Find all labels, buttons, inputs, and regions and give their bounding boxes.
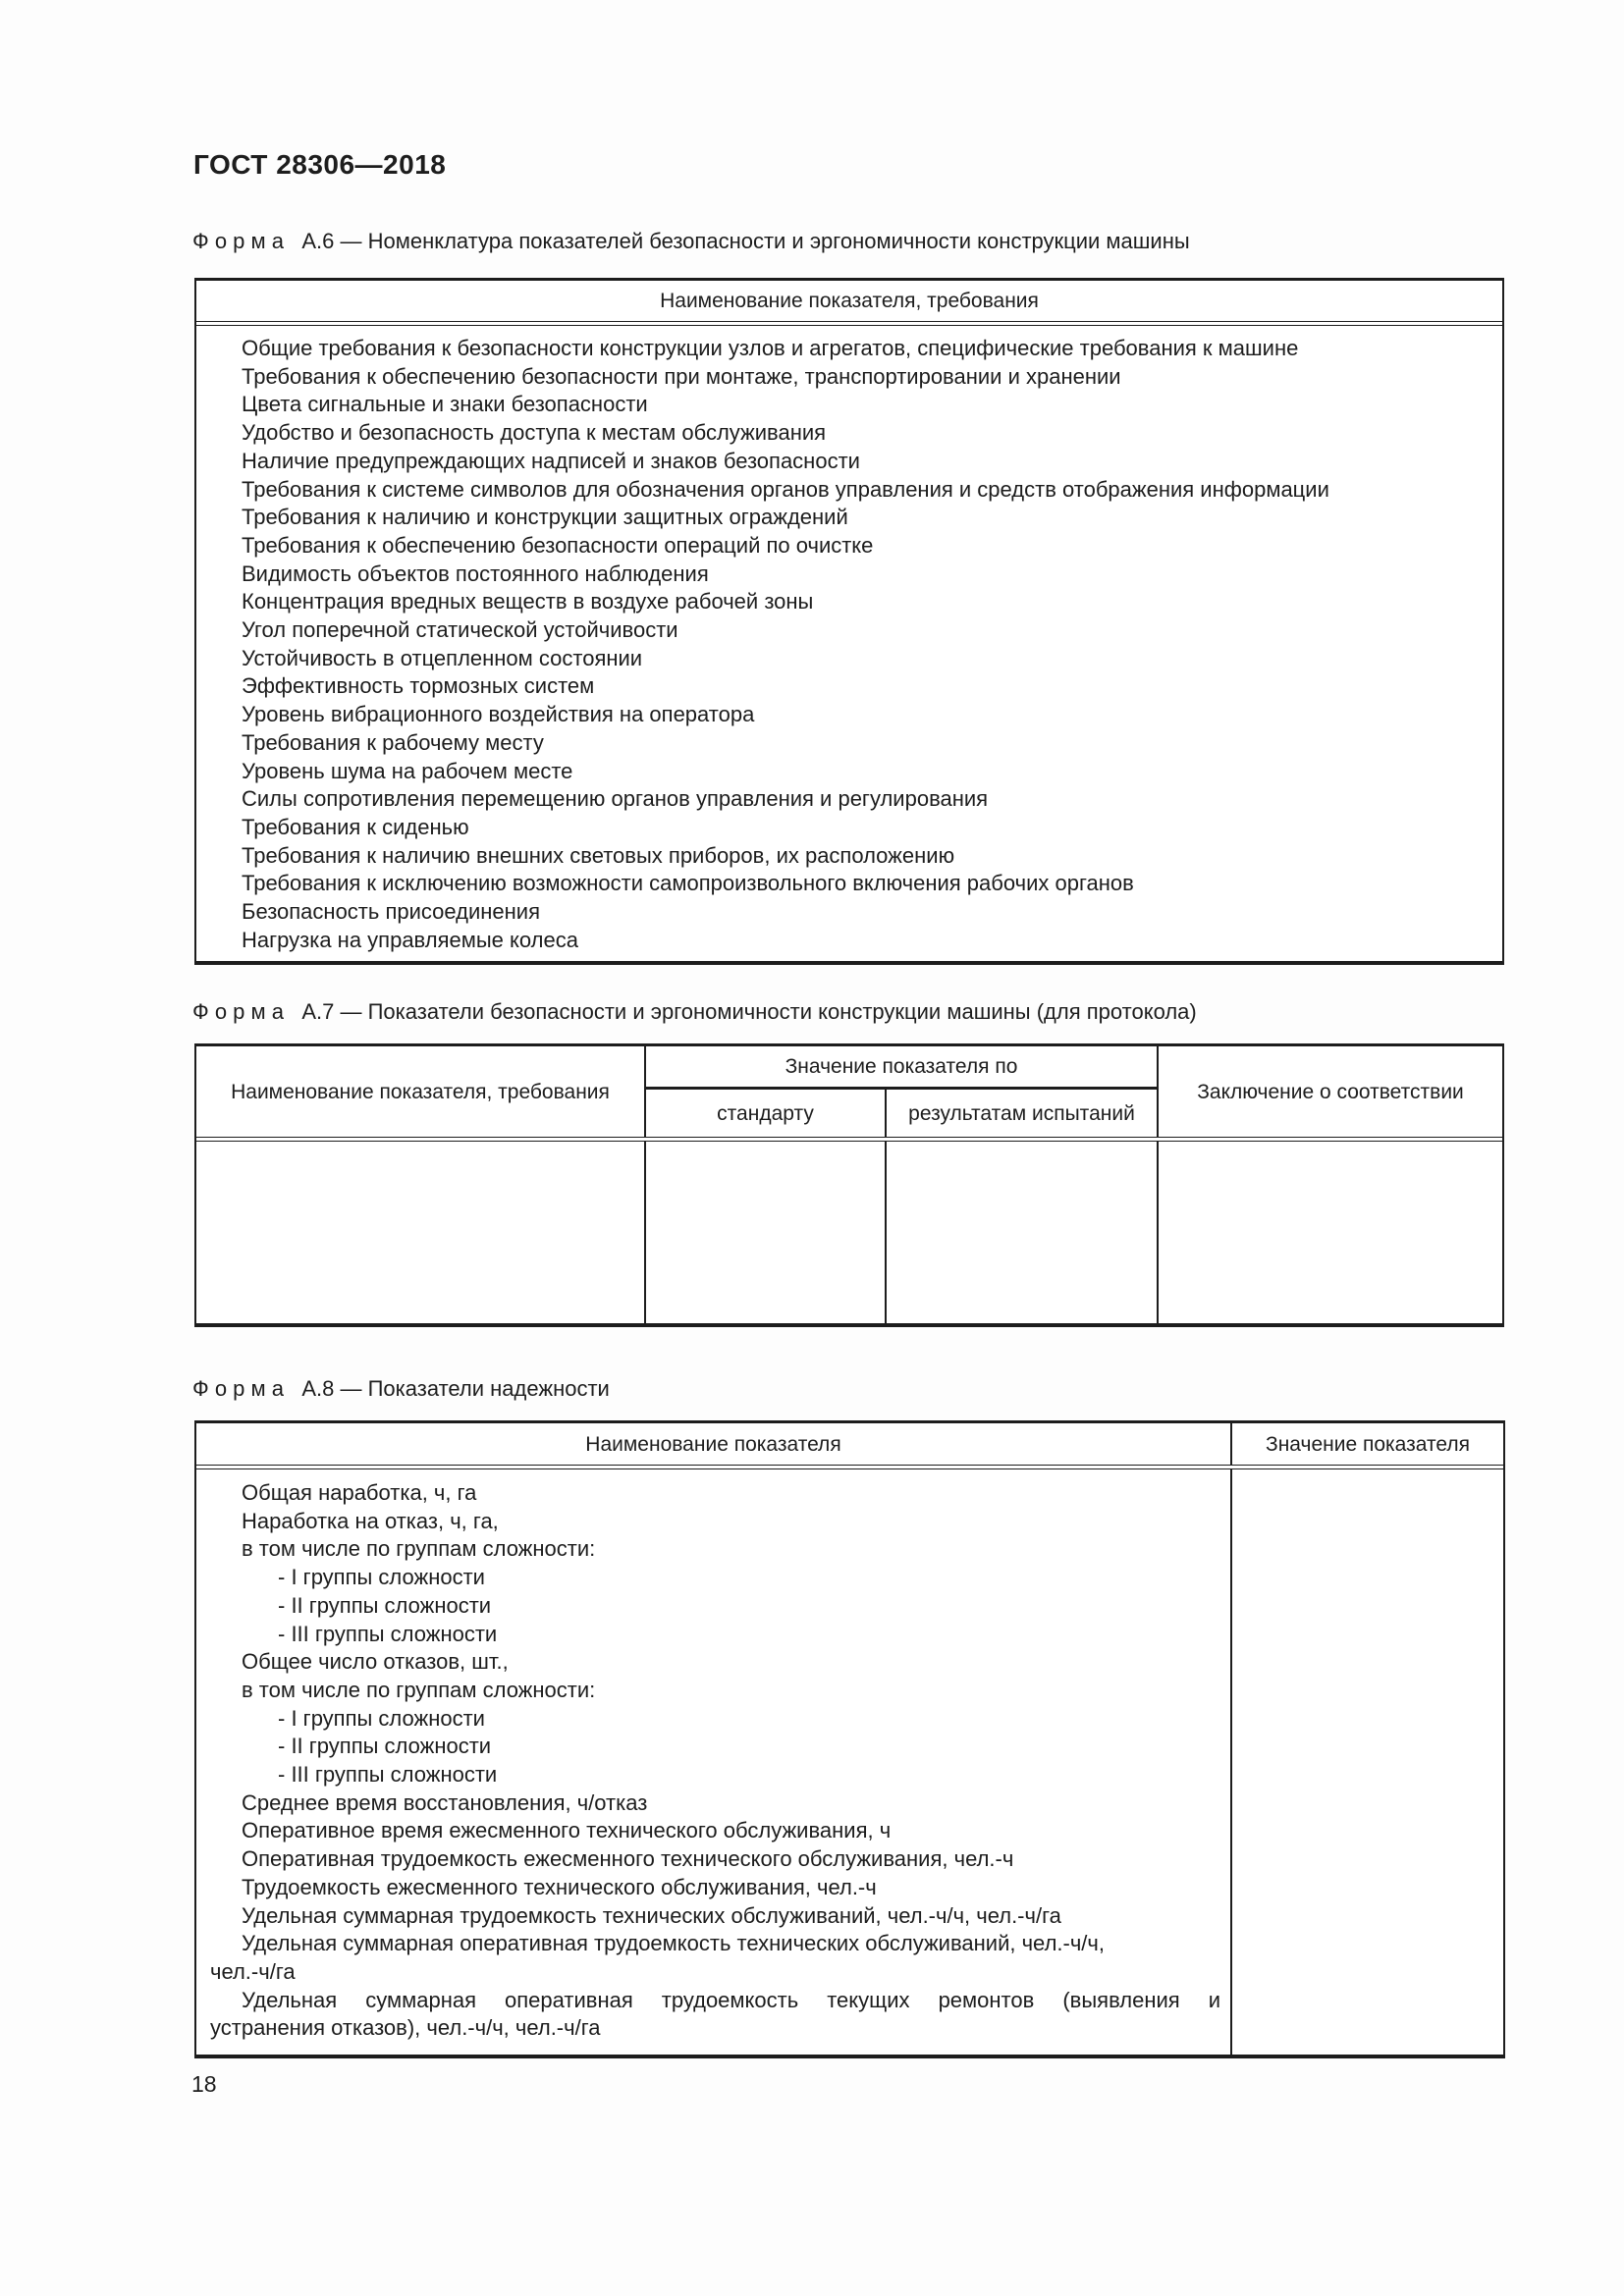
page-number: 18	[191, 2071, 217, 2097]
form-a8-value-column	[1232, 1469, 1503, 2055]
table-row: в том числе по группам сложности:	[242, 1536, 596, 1562]
table-row: Уровень вибрационного воздействия на оператора	[242, 702, 755, 727]
empty-cell	[1159, 1142, 1502, 1323]
form-a7-table	[194, 1043, 1504, 1327]
table-row: Оперативное время ежесменного технического обслуживания, ч	[242, 1818, 892, 1843]
table-row: - I группы сложности	[278, 1705, 485, 1731]
table-row: чел.-ч/га	[210, 1958, 296, 1984]
table-row: - III группы сложности	[278, 1762, 498, 1788]
table-row: устранения отказов), чел.-ч/ч, чел.-ч/га	[210, 2015, 601, 2041]
empty-cell	[646, 1142, 887, 1323]
form-a7-value-group-header: Значение показателя по	[646, 1046, 1157, 1090]
table-row: Видимость объектов постоянного наблюдения	[242, 561, 709, 586]
form-a7-col-conclusion-header: Заключение о соответствии	[1197, 1080, 1464, 1103]
empty-cell	[196, 1142, 646, 1323]
table-row: Удельная суммарная трудоемкость технических обслуживаний, чел.-ч/ч, чел.-ч/га	[242, 1902, 1061, 1928]
form-a7-subcol-tests: результатам испытаний	[908, 1101, 1135, 1125]
table-row: - II группы сложности	[278, 1592, 492, 1618]
form-a8-col-value-header: Значение показателя	[1266, 1432, 1470, 1456]
table-row: Наработка на отказ, ч, га,	[242, 1508, 499, 1533]
form-a6-title: Ф о р м а А.6 — Номенклатура показателей безопасности и эргономичности конструкции машины	[192, 229, 1190, 253]
empty-cell	[887, 1142, 1159, 1323]
form-a6-table	[194, 278, 1504, 965]
form-a7-title: Ф о р м а А.7 — Показатели безопасности и эргономичности конструкции машины (для протокола)	[192, 999, 1197, 1024]
form-a8-table-body	[196, 1469, 1503, 2055]
table-row: Требования к обеспечению безопасности при монтаже, транспортировании и хранении	[242, 363, 1121, 389]
table-row: Цвета сигнальные и знаки безопасности	[242, 392, 648, 417]
table-row: Требования к системе символов для обозначения органов управления и средств отображения информации	[242, 476, 1329, 502]
form-a6-table-body	[196, 326, 1502, 961]
table-row: Требования к наличию и конструкции защитных ограждений	[242, 505, 848, 530]
standard-code: ГОСТ 28306—2018	[193, 149, 447, 180]
table-row: Эффективность тормозных систем	[242, 673, 595, 699]
form-a7-subheaders	[646, 1090, 1157, 1137]
table-row: Удобство и безопасность доступа к местам обслуживания	[242, 420, 827, 446]
form-a8-name-column	[196, 1469, 1232, 2055]
table-row: Требования к наличию внешних световых приборов, их расположению	[242, 842, 955, 868]
form-a8-col-name-header: Наименование показателя	[196, 1423, 1232, 1465]
form-a8-table	[194, 1420, 1505, 2058]
table-row: Удельная суммарная оперативная трудоемкость текущих ремонтов (выявления и	[242, 1987, 1220, 2012]
table-row: Безопасность присоединения	[242, 899, 540, 925]
table-row: - I группы сложности	[278, 1565, 485, 1590]
table-row: Концентрация вредных веществ в воздухе рабочей зоны	[242, 589, 814, 614]
table-row: Общие требования к безопасности конструкции узлов и агрегатов, специфические требования к машине	[242, 336, 1299, 360]
table-row: Нагрузка на управляемые колеса	[242, 927, 578, 952]
table-row: Требования к обеспечению безопасности операций по очистке	[242, 532, 874, 558]
form-a8-table-header	[196, 1423, 1503, 1465]
table-row: Общая наработка, ч, га	[242, 1480, 477, 1505]
table-row: Угол поперечной статической устойчивости	[242, 617, 678, 643]
table-row: Требования к рабочему месту	[242, 729, 544, 755]
table-row: Общее число отказов, шт.,	[242, 1649, 509, 1675]
table-row: Удельная суммарная оперативная трудоемкость технических обслуживаний, чел.-ч/ч,	[242, 1931, 1105, 1956]
table-row: Оперативная трудоемкость ежесменного технического обслуживания, чел.-ч	[242, 1846, 1014, 1872]
table-row: Трудоемкость ежесменного технического обслуживания, чел.-ч	[242, 1874, 877, 1899]
table-row: Требования к исключению возможности самопроизвольного включения рабочих органов	[242, 871, 1134, 896]
table-row: Наличие предупреждающих надписей и знаков безопасности	[242, 448, 860, 473]
form-a7-subcol-standard: стандарту	[646, 1090, 887, 1137]
form-a6-column-header: Наименование показателя, требования	[660, 290, 1039, 312]
table-row: Среднее время восстановления, ч/отказ	[242, 1789, 648, 1815]
form-a7-table-body	[196, 1142, 1502, 1323]
table-row: - II группы сложности	[278, 1734, 492, 1759]
table-row: Требования к сиденью	[242, 814, 469, 839]
table-row: Устойчивость в отцепленном состоянии	[242, 645, 643, 670]
table-row: Уровень шума на рабочем месте	[242, 758, 573, 783]
form-a7-col-name-header: Наименование показателя, требования	[196, 1046, 646, 1137]
table-row: в том числе по группам сложности:	[242, 1677, 596, 1702]
form-a8-title: Ф о р м а А.8 — Показатели надежности	[192, 1376, 610, 1401]
table-row: - III группы сложности	[278, 1621, 498, 1646]
form-a7-table-header	[196, 1046, 1502, 1137]
form-a7-value-group	[646, 1046, 1159, 1137]
table-row: Силы сопротивления перемещению органов управления и регулирования	[242, 786, 989, 812]
